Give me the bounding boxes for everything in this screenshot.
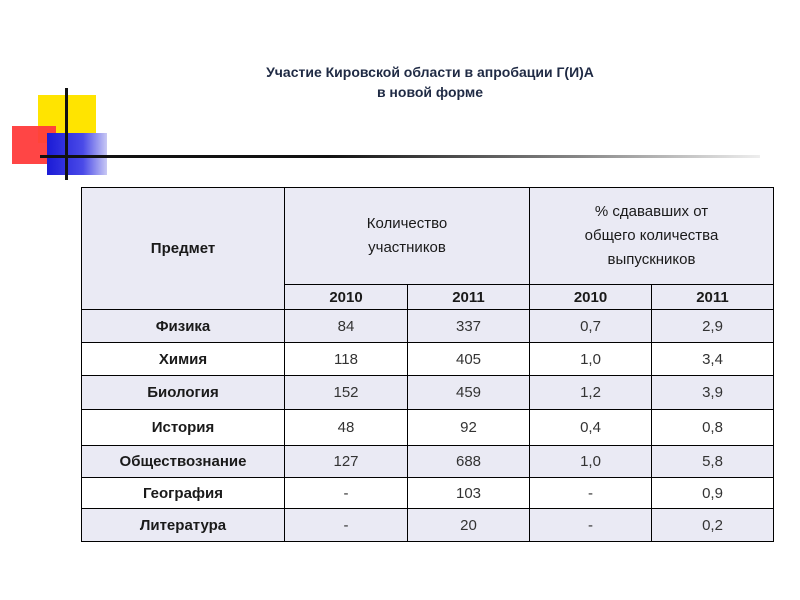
header-year: 2010 [285,285,408,310]
count-2010-cell: - [285,478,408,509]
header-subject: Предмет [82,188,285,310]
slide-title [210,62,650,102]
count-2011-cell: 688 [408,446,530,478]
table-row [82,509,774,542]
count-2010-cell: 48 [285,410,408,446]
count-2010-cell: 152 [285,376,408,410]
percent-2010-cell: 0,4 [530,410,652,446]
count-2010-cell: 127 [285,446,408,478]
percent-2011-cell: 2,9 [652,310,774,343]
count-2010-cell: - [285,509,408,542]
count-2011-cell: 337 [408,310,530,343]
percent-2011-cell: 0,8 [652,410,774,446]
table-body [82,310,774,542]
decor-vertical-line [65,88,68,180]
header-count [285,188,530,285]
subject-cell: Обществознание [82,446,285,478]
percent-2010-cell: 1,2 [530,376,652,410]
percent-2010-cell: - [530,509,652,542]
header-count-text: Количество участников [366,215,448,256]
subject-cell: История [82,410,285,446]
count-2010-cell: 84 [285,310,408,343]
subject-cell: Литература [82,509,285,542]
header-year: 2010 [530,285,652,310]
count-2011-cell: 459 [408,376,530,410]
header-percent-text: % сдававших от общего количества выпускников [584,203,719,268]
subject-cell: Физика [82,310,285,343]
count-2011-cell: 405 [408,343,530,376]
percent-2011-cell: 0,2 [652,509,774,542]
percent-2010-cell: 0,7 [530,310,652,343]
table-row [82,410,774,446]
count-2010-cell: 118 [285,343,408,376]
count-2011-cell: 92 [408,410,530,446]
count-2011-cell: 103 [408,478,530,509]
slide-title-line2: в новой форме [376,84,484,100]
table-row [82,310,774,343]
subject-cell: Биология [82,376,285,410]
participation-table [81,187,774,542]
percent-2011-cell: 5,8 [652,446,774,478]
slide-title-line1: Участие Кировской области в апробации Г(И)А [266,64,594,80]
header-percent [530,188,774,285]
table-row [82,446,774,478]
subject-cell: География [82,478,285,509]
percent-2010-cell: 1,0 [530,446,652,478]
percent-2010-cell: - [530,478,652,509]
header-year: 2011 [652,285,774,310]
table-row [82,478,774,509]
table-row [82,376,774,410]
decor-horizontal-line [40,155,760,158]
table-row [82,343,774,376]
decor-blue-square [47,133,107,175]
percent-2010-cell: 1,0 [530,343,652,376]
count-2011-cell: 20 [408,509,530,542]
header-year: 2011 [408,285,530,310]
percent-2011-cell: 3,4 [652,343,774,376]
percent-2011-cell: 3,9 [652,376,774,410]
subject-cell: Химия [82,343,285,376]
percent-2011-cell: 0,9 [652,478,774,509]
